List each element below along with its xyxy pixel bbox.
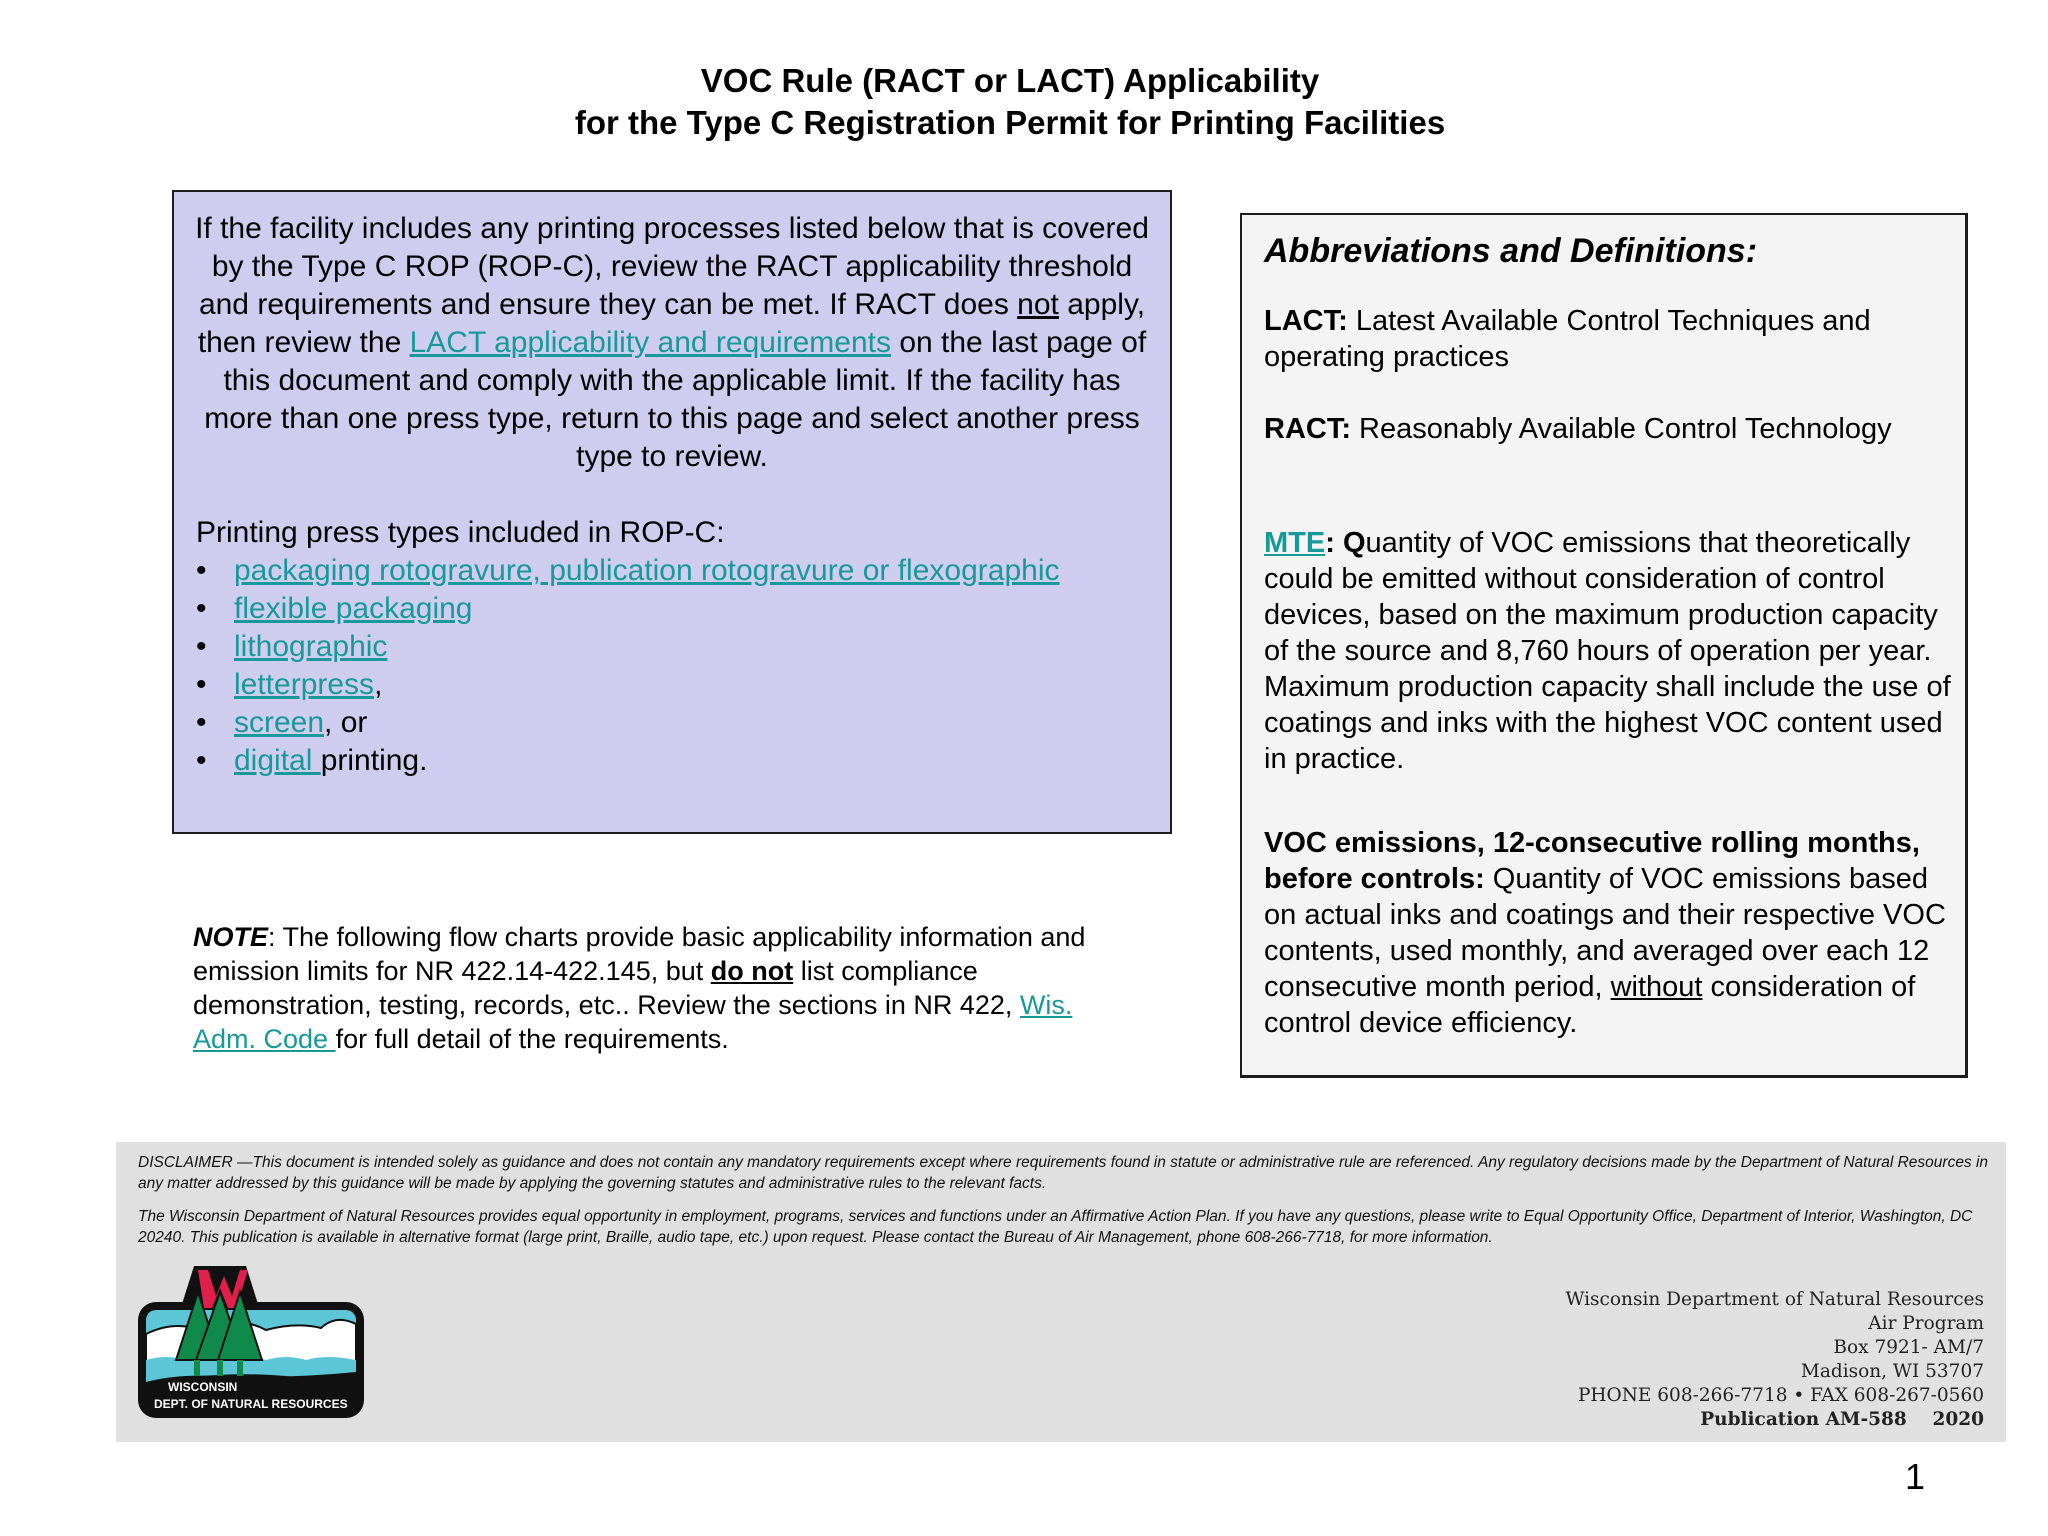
equal-opportunity-text: The Wisconsin Department of Natural Resources provides equal opportunity in employment, programs, services and functions under an Affirmative Action Plan. If you have any questions, please write to Equal Opportunity Office, Department of Interior, Washington, DC 20240. This publication is available in alternative format (large print, Braille, audio tape, etc.) upon request. Please contact the Bureau of Air Management, phone 608-266-7718, for more information. — [138, 1208, 1973, 1246]
logo-text-wisconsin: WISCONSIN — [168, 1380, 238, 1394]
wdnr-logo — [136, 1264, 366, 1422]
bullet-icon: • — [196, 630, 207, 663]
address-city: Madison, WI 53707 — [1800, 1361, 1984, 1382]
note-paragraph: NOTE: The following flow charts provide basic applicability information and emission limits for NR 422.14-422.145, but do not list compliance demonstration, testing, records, etc.. Review the sections in NR 422, Wis. Adm. Code for full detail of the requirements. — [193, 922, 1086, 1054]
press-type-link-letterpress[interactable]: letterpress — [234, 668, 375, 701]
list-item — [196, 552, 1059, 590]
do-not-emphasis: do not — [710, 956, 794, 986]
bullet-icon: • — [196, 744, 207, 777]
intro-box — [172, 190, 1172, 834]
intro-paragraph: If the facility includes any printing processes listed below that is covered by the Type C ROP (ROP-C), review the RACT applicability threshold and requirements and ensure they can be met. If RACT does not apply, then review the LACT applicability and requirements on the last page of this document and comply with the applicable limit. If the facility has more than one press type, return to this page and select another press type to review. — [195, 212, 1149, 473]
definition-lact: LACT: Latest Available Control Techniques and operating practices — [1264, 305, 1871, 373]
note-label: NOTE — [193, 922, 269, 952]
address-phone-fax: PHONE 608-266-7718 • FAX 608-267-0560 — [1577, 1385, 1984, 1406]
list-item: • screen, or — [196, 704, 1059, 742]
wdnr-logo-graphic — [136, 1264, 366, 1422]
list-item — [196, 590, 1059, 628]
definition-voc-emissions: VOC emissions, 12-consecutive rolling months, before controls: Quantity of VOC emissions based on actual inks and coatings and their respective VOC contents, used monthly, and averaged over each 12 consecutive month period, without consideration of control device efficiency. — [1264, 827, 1946, 1039]
address-org: Wisconsin Department of Natural Resources — [1565, 1289, 1984, 1310]
press-type-link-screen[interactable]: screen — [234, 706, 325, 739]
address-box: Box 7921- AM/7 — [1833, 1337, 1984, 1358]
definition-mte: MTE: Quantity of VOC emissions that theoretically could be emitted without consideration of control devices, based on the maximum production capacity of the source and 8,760 hours of operation per year. Maximum production capacity shall include the use of coatings and inks with the highest VOC content used in practice. — [1264, 527, 1951, 775]
definition-ract: RACT: Reasonably Available Control Technology — [1264, 413, 1892, 445]
title-line-2: for the Type C Registration Permit for Printing Facilities — [574, 104, 1446, 141]
press-type-link-lithographic[interactable]: lithographic — [234, 630, 388, 663]
title-line-1: VOC Rule (RACT or LACT) Applicability — [700, 62, 1320, 99]
definitions-title: Abbreviations and Definitions: — [1264, 232, 1758, 270]
contact-address — [1565, 1288, 1984, 1432]
disclaimer-text: DISCLAIMER —This document is intended solely as guidance and does not contain any mandatory requirements except where requirements found in statute or administrative rule are referenced. Any regulatory decisions made by the Department of Natural Resources in any matter addressed by this guidance will be made by applying the governing statutes and administrative rules to the relevant facts. — [138, 1154, 1989, 1192]
not-emphasis: not — [1017, 288, 1059, 321]
press-types-list — [196, 552, 1059, 780]
address-program: Air Program — [1868, 1313, 1984, 1334]
press-type-link-rotogravure-flexographic[interactable]: packaging rotogravure, publication rotogravure or flexographic — [234, 554, 1060, 587]
bullet-icon: • — [196, 668, 207, 701]
logo-text-dept: DEPT. OF NATURAL RESOURCES — [154, 1397, 348, 1411]
press-type-link-digital[interactable]: digital — [234, 744, 321, 777]
mte-link[interactable]: MTE — [1264, 527, 1326, 559]
press-type-link-flexible-packaging[interactable]: flexible packaging — [234, 592, 473, 625]
footer — [116, 1142, 2006, 1442]
publication-id: Publication AM-588 2020 — [1700, 1409, 1984, 1430]
bullet-icon: • — [196, 706, 207, 739]
page-title — [0, 60, 2020, 144]
wis-adm-code-link[interactable]: Wis. Adm. Code — [193, 990, 1073, 1054]
definitions-box — [1240, 213, 1968, 1078]
lact-applicability-link[interactable]: LACT applicability and requirements — [409, 326, 891, 359]
page-number: 1 — [1905, 1456, 1926, 1497]
list-item — [196, 628, 1059, 666]
list-item: • digital printing. — [196, 742, 1059, 780]
press-types-heading: Printing press types included in ROP-C: — [196, 516, 725, 549]
list-item: • letterpress, — [196, 666, 1059, 704]
bullet-icon: • — [196, 554, 207, 587]
bullet-icon: • — [196, 592, 207, 625]
